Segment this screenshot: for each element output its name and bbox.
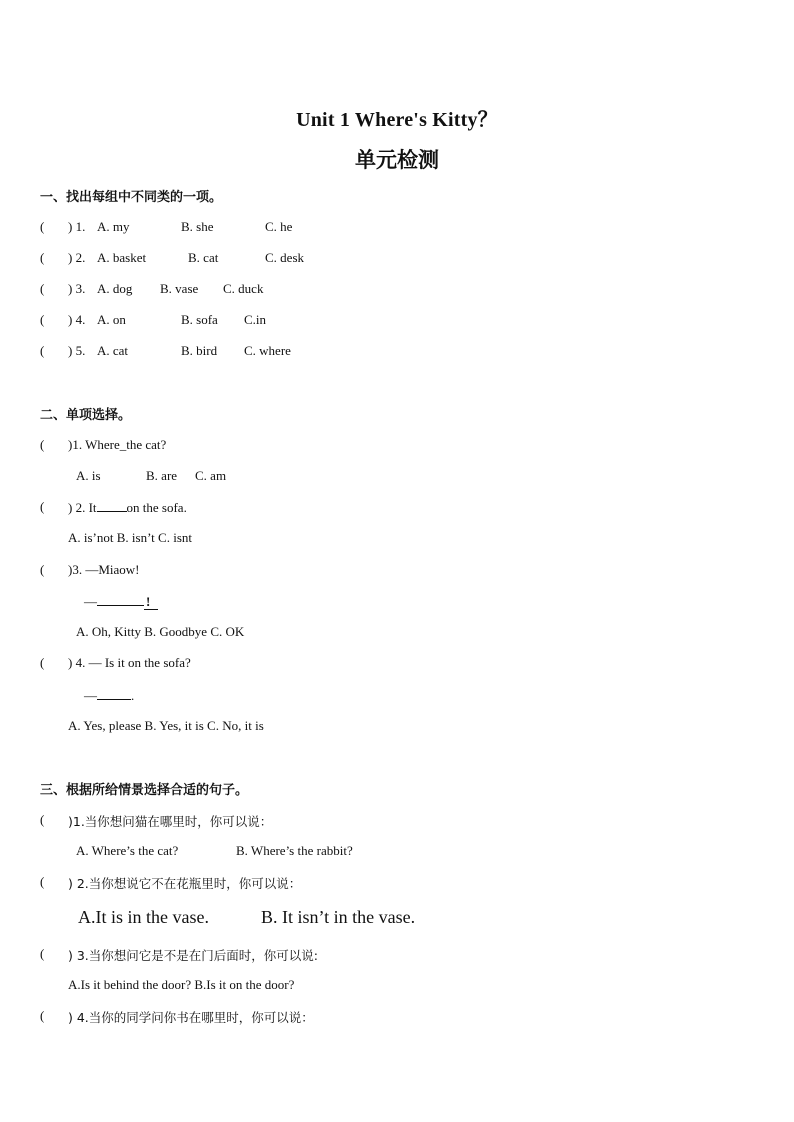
option-b: B. It isn’t in the vase.	[261, 907, 416, 927]
answer-paren[interactable]: (	[40, 655, 45, 670]
answer-paren[interactable]: (	[40, 281, 45, 296]
page-subtitle: 单元检测	[355, 148, 439, 172]
option-a: A. my	[97, 219, 130, 234]
question-stem: )1.当你想问猫在哪里时，你可以说：	[68, 814, 273, 829]
answer-paren[interactable]: (	[40, 562, 45, 577]
options-line: A. is’not B. isn’t C. isnt	[68, 530, 193, 545]
answer-paren[interactable]: (	[40, 219, 45, 234]
question-stem	[68, 499, 187, 516]
exclamation-mark: !	[144, 594, 158, 610]
page-title: Unit 1 Where's Kitty？	[296, 109, 498, 131]
answer-paren[interactable]: (	[40, 946, 45, 961]
fill-blank[interactable]	[97, 593, 144, 606]
option-b: B. cat	[188, 250, 219, 265]
option-b: B. are	[146, 468, 178, 483]
fill-blank[interactable]	[97, 499, 127, 512]
answer-paren[interactable]: (	[40, 250, 45, 265]
answer-paren[interactable]: (	[40, 812, 45, 827]
option-a: A. Where’s the cat?	[76, 843, 179, 858]
options-line: A. Yes, please B. Yes, it is C. No, it is	[68, 718, 264, 733]
option-c: C. he	[265, 219, 293, 234]
question-stem: ) 4. — Is it on the sofa?	[68, 655, 191, 670]
option-a: A. basket	[97, 250, 147, 265]
question-stem: )1. Where_the cat?	[68, 437, 167, 452]
dash: —	[84, 688, 97, 703]
stem-end: on the sofa.	[126, 500, 187, 515]
option-a: A. cat	[97, 343, 129, 358]
answer-paren[interactable]: (	[40, 312, 45, 327]
section-2-heading: 二、单项选择。	[40, 408, 132, 423]
answer-paren[interactable]: (	[40, 499, 45, 514]
stem-start: ) 2. It	[68, 500, 97, 515]
option-c: C. am	[195, 468, 227, 483]
item-number: ) 4.	[68, 312, 86, 327]
option-b: B. Where’s the rabbit?	[236, 843, 353, 858]
option-a: A.It is in the vase.	[78, 907, 209, 927]
option-b: B. she	[181, 219, 214, 234]
question-stem: ) 4.当你的同学问你书在哪里时，你可以说：	[68, 1010, 314, 1025]
reply-line	[84, 687, 134, 704]
option-b: B. sofa	[181, 312, 218, 327]
option-c: C. where	[244, 343, 291, 358]
option-b: B. vase	[160, 281, 199, 296]
option-a: A. on	[97, 312, 126, 327]
section-3-heading: 三、根据所给情景选择合适的句子。	[40, 783, 249, 798]
answer-paren[interactable]: (	[40, 874, 45, 889]
options-line: A.Is it behind the door? B.Is it on the door?	[68, 977, 295, 992]
question-stem: )3. —Miaow!	[68, 562, 140, 577]
item-number: ) 2.	[68, 250, 86, 265]
item-number: ) 3.	[68, 281, 86, 296]
options-line: A. Oh, Kitty B. Goodbye C. OK	[76, 624, 245, 639]
question-stem: ) 3.当你想问它是不是在门后面时，你可以说:	[68, 948, 318, 963]
option-c: C. desk	[265, 250, 304, 265]
item-number: ) 5.	[68, 343, 86, 358]
option-b: B. bird	[181, 343, 218, 358]
reply-line	[84, 593, 158, 610]
option-a: A. is	[76, 468, 101, 483]
answer-paren[interactable]: (	[40, 437, 45, 452]
question-stem: ) 2.当你想说它不在花瓶里时，你可以说：	[68, 876, 302, 891]
option-c: C.in	[244, 312, 267, 327]
dash: —	[84, 594, 97, 609]
answer-paren[interactable]: (	[40, 343, 45, 358]
option-c: C. duck	[223, 281, 264, 296]
section-1-heading: 一、找出每组中不同类的一项。	[40, 190, 223, 205]
fill-blank[interactable]	[97, 687, 131, 700]
option-a: A. dog	[97, 281, 133, 296]
period: .	[131, 688, 135, 703]
answer-paren[interactable]: (	[40, 1008, 45, 1023]
item-number: ) 1.	[68, 219, 86, 234]
